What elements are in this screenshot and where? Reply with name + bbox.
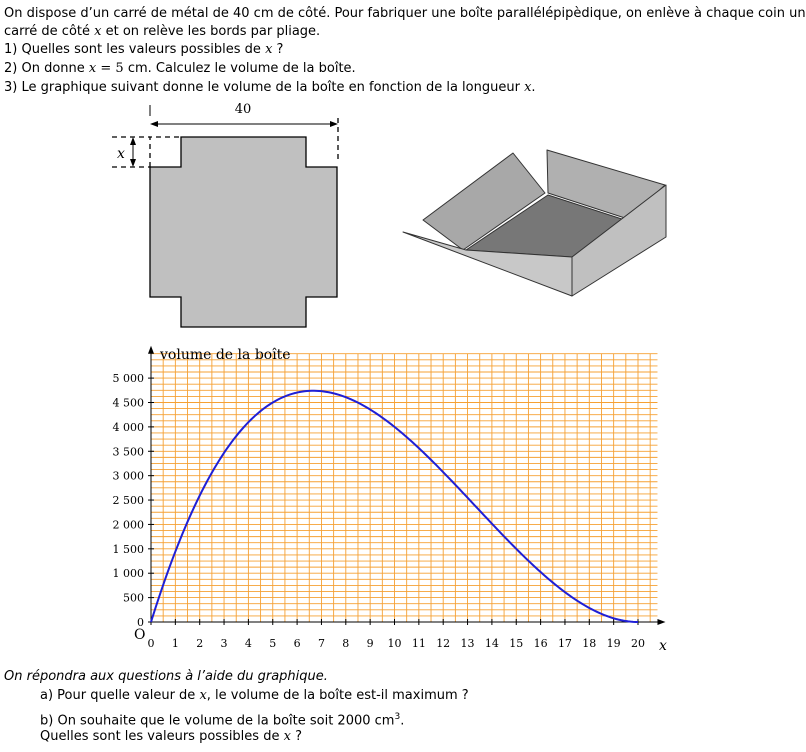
var-x: x bbox=[199, 688, 207, 703]
statement-line-2 bbox=[4, 23, 320, 41]
text: 1) Quelles sont les valeurs possibles de bbox=[4, 42, 266, 57]
text: cm. Calculez le volume de la boîte. bbox=[123, 61, 356, 76]
y-tick-label: 5 000 bbox=[112, 372, 144, 386]
y-tick-label: 1 000 bbox=[112, 567, 144, 581]
x-tick-label: 3 bbox=[220, 637, 228, 650]
text: Quelles sont les valeurs possibles de bbox=[40, 729, 284, 744]
x-tick-label: 19 bbox=[606, 637, 621, 650]
y-tick-label: 4 000 bbox=[112, 420, 144, 434]
y-tick-label: 4 500 bbox=[112, 396, 144, 410]
x-tick-label: 20 bbox=[631, 637, 645, 650]
origin-label: O bbox=[134, 627, 146, 643]
x-tick-label: 14 bbox=[484, 637, 499, 650]
x-tick-label: 6 bbox=[293, 637, 301, 650]
x-tick-label: 18 bbox=[582, 637, 597, 650]
equation: = 5 bbox=[96, 61, 124, 76]
volume-chart bbox=[0, 340, 768, 654]
var-x: x bbox=[94, 24, 102, 39]
cut-square bbox=[150, 137, 337, 327]
text: ? bbox=[290, 729, 302, 744]
folded-box bbox=[403, 150, 666, 296]
x-tick-label: 7 bbox=[317, 637, 325, 650]
followup-intro: On répondra aux questions à l’aide du graphique. bbox=[4, 669, 328, 684]
x-tick-label: 2 bbox=[196, 637, 204, 650]
text: . bbox=[400, 713, 405, 729]
y-tick-label: 3 500 bbox=[112, 445, 144, 459]
var-x: x bbox=[283, 729, 291, 744]
x-tick-label: 8 bbox=[342, 637, 350, 650]
question-1 bbox=[4, 41, 283, 59]
followup-question-c bbox=[40, 728, 302, 746]
text: 3) Le graphique suivant donne le volume de la boîte en fonction de la longueur bbox=[4, 80, 525, 95]
text: b) On souhaite que le volume de la boîte soit 2000 cm bbox=[40, 713, 395, 729]
grid bbox=[151, 354, 657, 622]
x-tick-label: 16 bbox=[533, 637, 548, 650]
question-2 bbox=[4, 60, 356, 78]
text: a) Pour quelle valeur de bbox=[40, 688, 200, 703]
text: , le volume de la boîte est-il maximum ? bbox=[206, 688, 469, 703]
x-tick-label: 4 bbox=[244, 637, 252, 650]
x-axis-arrow bbox=[657, 619, 665, 625]
y-axis-arrow bbox=[148, 346, 154, 354]
x-tick-label: 11 bbox=[411, 637, 426, 650]
arrow-head-left bbox=[150, 121, 158, 127]
superscript: 3 bbox=[394, 712, 401, 722]
y-tick-label: 2 500 bbox=[112, 494, 144, 508]
text: . bbox=[531, 80, 536, 95]
x-tick-label: 15 bbox=[509, 637, 524, 650]
y-tick-label: 500 bbox=[123, 591, 144, 605]
x-tick-label: 5 bbox=[269, 637, 277, 650]
text: 2) On donne bbox=[4, 61, 89, 76]
cut-arrow-head-bottom bbox=[130, 159, 136, 167]
x-tick-label: 12 bbox=[436, 637, 451, 650]
x-tick-label: 0 bbox=[147, 637, 155, 650]
cut-label: x bbox=[117, 146, 125, 162]
cut-arrow-head-top bbox=[130, 137, 136, 145]
x-tick-label: 9 bbox=[366, 637, 374, 650]
text: et on relève les bords par pliage. bbox=[101, 24, 321, 39]
removed-corner-outline bbox=[150, 137, 181, 167]
chart-title: volume de la boîte bbox=[160, 347, 291, 363]
arrow-head-right bbox=[330, 121, 338, 127]
followup-question-b bbox=[40, 708, 404, 730]
text: ? bbox=[272, 42, 284, 57]
x-tick-label: 13 bbox=[460, 637, 475, 650]
y-tick-label: 3 000 bbox=[112, 469, 144, 483]
dimension-label: 40 bbox=[234, 102, 252, 117]
var-x: x bbox=[524, 80, 532, 95]
x-tick-label: 10 bbox=[387, 637, 402, 650]
followup-question-a bbox=[40, 687, 469, 705]
x-tick-label: 17 bbox=[557, 637, 572, 650]
y-tick-label: 1 500 bbox=[112, 542, 144, 556]
y-tick-label: 0 bbox=[137, 616, 144, 629]
var-x: x bbox=[88, 61, 97, 76]
statement-line-1: On dispose d’un carré de métal de 40 cm de côté. Pour fabriquer une boîte parallélépipèdique, on enlève à chaque coin un bbox=[4, 6, 806, 21]
question-3 bbox=[4, 79, 536, 97]
x-tick-label: 1 bbox=[171, 637, 179, 650]
y-tick-label: 2 000 bbox=[112, 518, 144, 532]
var-x: x bbox=[265, 42, 273, 57]
text: carré de côté bbox=[4, 24, 95, 39]
x-axis-label: x bbox=[659, 638, 667, 654]
